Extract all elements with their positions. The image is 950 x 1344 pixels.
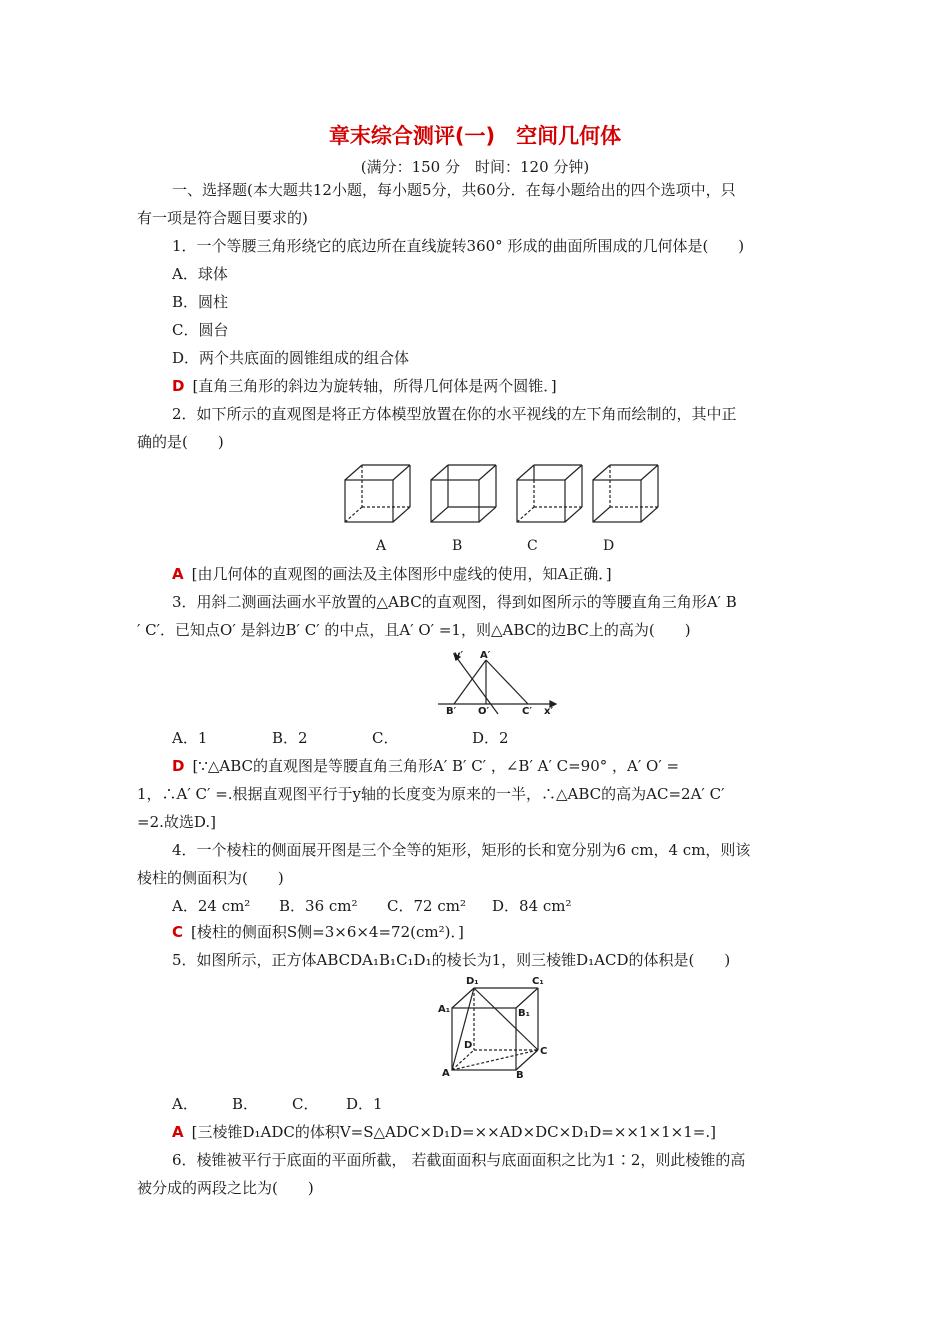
q2-explanation: [由几何体的直观图的画法及主体图形中虚线的使用，知A正确．] [191, 565, 612, 583]
q3-label-a: A′ [480, 650, 491, 661]
q1-answer-line [172, 376, 557, 396]
q3-options [172, 728, 509, 748]
q5-option-b: B． [232, 1095, 259, 1113]
q4-stem-line1: 4．一个棱柱的侧面展开图是三个全等的矩形，矩形的长和宽分别为6 cm，4 cm，则该 [172, 841, 751, 859]
q6-stem-line2: 被分成的两段之比为( ) [137, 1179, 314, 1197]
q3-option-b: B．2 [272, 729, 308, 747]
q5-label-b: B [516, 1070, 524, 1081]
q4-options [172, 896, 572, 916]
q1-option-a: A．球体 [172, 265, 228, 283]
q3-stem-line1: 3．用斜二测画法画水平放置的△ABC的直观图，得到如图所示的等腰直角三角形A′ B [172, 593, 737, 611]
q1-option-d: D．两个共底面的圆锥组成的组合体 [172, 349, 410, 367]
q3-answer: D [172, 757, 185, 775]
q2-label-c: C [527, 538, 538, 554]
q2-label-b: B [452, 538, 463, 554]
q6-stem-line1: 6．棱锥被平行于底面的平面所截， 若截面面积与底面面积之比为1∶2，则此棱锥的高 [172, 1151, 746, 1169]
q3-explanation-line1: [∵△ABC的直观图是等腰直角三角形A′ B′ C′ ，∠B′ A′ C=90° ，A′ O′ = [192, 757, 680, 775]
q3-explanation-line2: 1，∴A′ C′ =.根据直观图平行于y轴的长度变为原来的一半，∴△ABC的高为AC=2A′ C′ [137, 785, 725, 803]
q5-label-d: D [464, 1040, 473, 1051]
q5-answer-line [172, 1122, 716, 1142]
cube-c-figure [517, 465, 582, 522]
q2-answer: A [172, 565, 184, 583]
q5-option-a: A． [172, 1095, 198, 1113]
q3-label-o: O′ [478, 706, 490, 717]
cube-a-figure [345, 465, 410, 522]
cube-d-figure [593, 465, 658, 522]
q5-label-c1: C₁ [532, 976, 544, 987]
page-title: 章末综合测评(一) 空间几何体 [328, 124, 622, 148]
q5-label-b1: B₁ [518, 1008, 531, 1019]
section-intro-line2: 有一项是符合题目要求的) [137, 209, 308, 227]
q4-option-d: D．84 cm² [492, 897, 572, 915]
q2-stem-line1: 2．如下所示的直观图是将正方体模型放置在你的水平视线的左下角而绘制的，其中正 [172, 405, 737, 423]
q3-option-d: D．2 [472, 729, 509, 747]
q3-answer-line [172, 756, 679, 776]
q2-figure-cubes [340, 460, 660, 530]
q3-explanation-line3: =2.故选D.] [137, 813, 216, 831]
cube-b-figure [431, 465, 496, 522]
q5-label-a: A [442, 1068, 450, 1079]
q4-option-a: A．24 cm² [172, 897, 251, 915]
q5-options [172, 1094, 383, 1114]
q3-label-c: C′ [522, 706, 532, 717]
q5-label-c: C [540, 1046, 548, 1057]
q5-figure-cube [438, 978, 550, 1082]
q3-figure-triangle [432, 648, 562, 718]
q4-answer: C [172, 923, 184, 941]
q4-answer-line [172, 922, 464, 942]
q3-label-y: y′ [454, 650, 464, 661]
q5-explanation: [三棱锥D₁ADC的体积V=S△ADC×D₁D=××AD×DC×D₁D=××1×1×1=.] [191, 1123, 716, 1141]
q5-option-d: D．1 [346, 1095, 383, 1113]
q3-label-x: x′ [544, 706, 554, 717]
q1-option-b: B．圆柱 [172, 293, 229, 311]
q5-answer: A [172, 1123, 184, 1141]
q2-label-d: D [603, 538, 615, 554]
q2-answer-line [172, 564, 612, 584]
q3-stem-line2: ′ C′．已知点O′ 是斜边B′ C′ 的中点，且A′ O′ =1，则△ABC的边BC上的高为( ) [137, 621, 691, 639]
q4-option-c: C．72 cm² [387, 897, 466, 915]
q3-option-a: A．1 [172, 729, 208, 747]
q4-explanation: [棱柱的侧面积S侧=3×6×4=72(cm²)．] [191, 923, 464, 941]
q1-stem: 1．一个等腰三角形绕它的底边所在直线旋转360° 形成的曲面所围成的几何体是( ) [172, 237, 745, 255]
q5-label-a1: A₁ [438, 1004, 451, 1015]
page-subtitle: (满分：150 分 时间：120 分钟) [360, 158, 590, 176]
q3-option-c: C． [372, 729, 399, 747]
q3-label-b: B′ [446, 706, 457, 717]
section-intro-line1: 一、选择题(本大题共12小题，每小题5分，共60分．在每小题给出的四个选项中，只 [172, 181, 736, 199]
q1-explanation: [直角三角形的斜边为旋转轴，所得几何体是两个圆锥．] [192, 377, 557, 395]
q2-stem-line2: 确的是( ) [137, 433, 224, 451]
q4-option-b: B．36 cm² [279, 897, 358, 915]
q5-stem: 5．如图所示，正方体ABCDA₁B₁C₁D₁的棱长为1，则三棱锥D₁ACD的体积是( ) [172, 951, 731, 969]
q5-label-d1: D₁ [466, 976, 479, 987]
q1-option-c: C．圆台 [172, 321, 229, 339]
q2-label-a: A [376, 538, 387, 554]
q1-answer: D [172, 377, 185, 395]
q4-stem-line2: 棱柱的侧面积为( ) [137, 869, 284, 887]
q5-option-c: C． [292, 1095, 319, 1113]
